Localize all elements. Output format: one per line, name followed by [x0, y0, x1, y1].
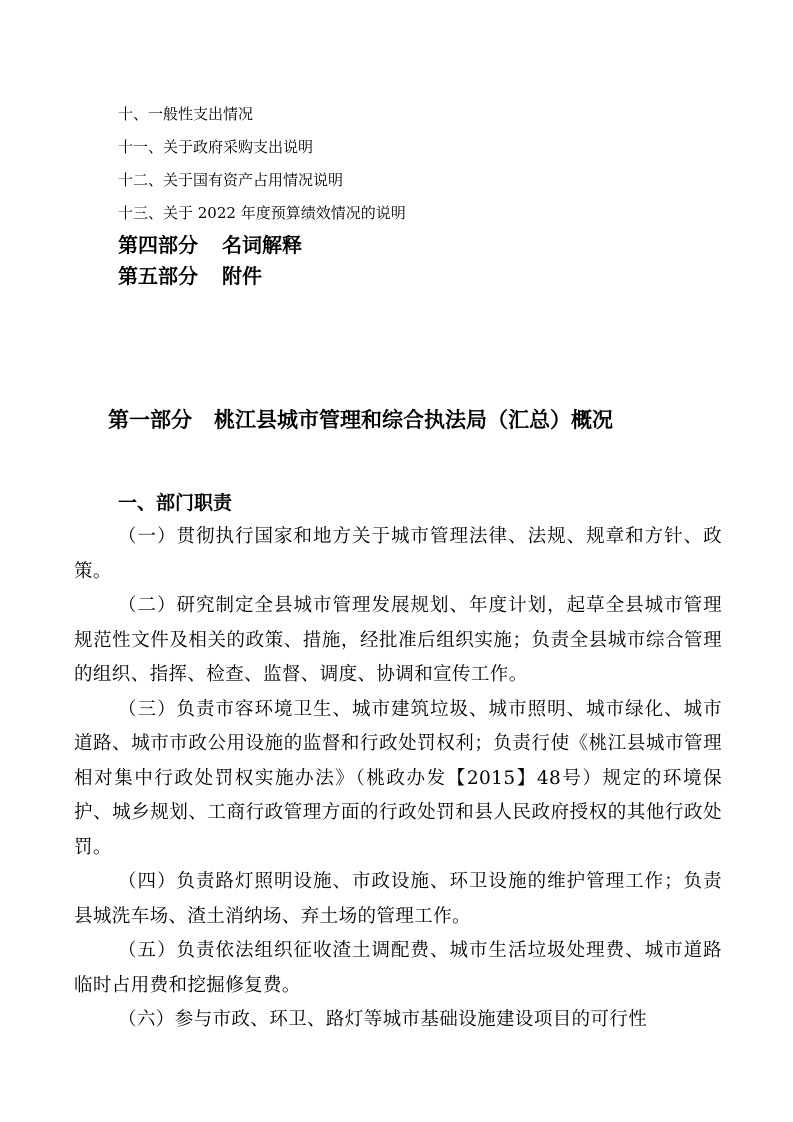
- part-one-label: 第一部分: [108, 408, 192, 432]
- paragraph: （四）负责路灯照明设施、市政设施、环卫设施的维护管理工作；负责县城洗车场、渣土消纳场、弃土场的管理工作。: [74, 871, 722, 927]
- toc-part-label: 第五部分: [118, 264, 198, 288]
- toc-item[interactable]: 十、一般性支出情况: [118, 105, 254, 123]
- toc-part-four[interactable]: [118, 230, 718, 261]
- section-one: [74, 486, 722, 1038]
- toc-part-title: 附件: [222, 264, 262, 288]
- part-one-heading: [108, 402, 728, 438]
- paragraph: （三）负责市容环境卫生、城市建筑垃圾、城市照明、城市绿化、城市道路、城市市政公用设施的监督和行政处罚权利；负责行使《桃江县城市管理相对集中行政处罚权实施办法》（桃政办发【2015】48号）规定的环境保护、城乡规划、工商行政管理方面的行政处罚和县人民政府授权的其他行政处罚。: [74, 698, 722, 858]
- toc-item[interactable]: 十二、关于国有资产占用情况说明: [118, 171, 344, 189]
- part-one-title: 桃江县城市管理和综合执法局（汇总）概况: [214, 408, 613, 432]
- paragraph: （二）研究制定全县城市管理发展规划、年度计划，起草全县城市管理规范性文件及相关的政策、措施，经批准后组织实施；负责全县城市综合管理的组织、指挥、检查、监督、调度、协调和宣传工作。: [74, 595, 722, 685]
- toc-part-five[interactable]: [118, 261, 718, 292]
- toc-part-label: 第四部分: [118, 233, 198, 257]
- toc-item[interactable]: 十三、关于 2022 年度预算绩效情况的说明: [118, 204, 406, 222]
- paragraph: （一）贯彻执行国家和地方关于城市管理法律、法规、规章和方针、政策。: [74, 526, 722, 582]
- toc-part-title: 名词解释: [222, 233, 302, 257]
- table-of-contents: [118, 98, 718, 292]
- toc-item[interactable]: 十一、关于政府采购支出说明: [118, 138, 314, 156]
- paragraph: （六）参与市政、环卫、路灯等城市基础设施建设项目的可行性: [118, 1009, 648, 1030]
- section-heading: 一、部门职责: [118, 492, 233, 514]
- paragraph: （五）负责依法组织征收渣土调配费、城市生活垃圾处理费、城市道路临时占用费和挖掘修复费。: [74, 940, 722, 996]
